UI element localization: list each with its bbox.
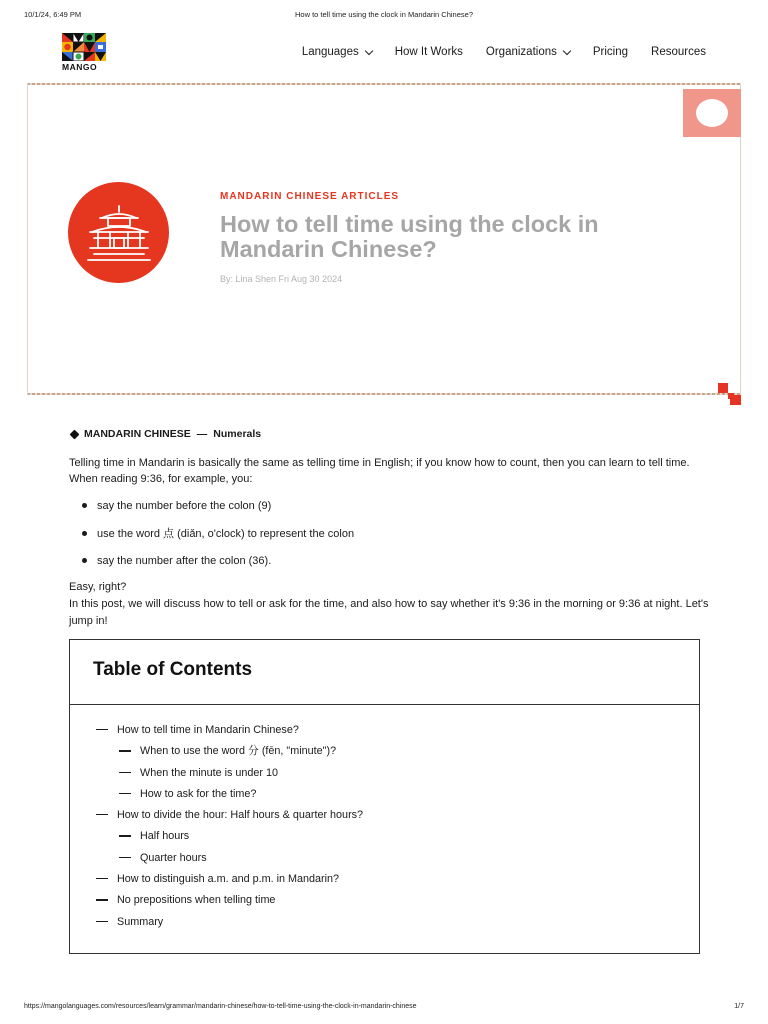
dash-icon [119, 835, 131, 836]
dash-icon [119, 772, 131, 773]
nav-organizations[interactable] [486, 46, 570, 58]
toc-item[interactable] [70, 766, 363, 787]
hero-border-top [27, 83, 741, 85]
article-lead: In this post, we will discuss how to tell or ask for the time, and also how to say whether it's 9:36 in the morning or 9:36 at night. Let's jump in! [69, 598, 709, 627]
article-intro: Telling time in Mandarin is basically the same as telling time in English; if you know how to count, then you can learn to tell time. When reading 9:36, for example, you: [69, 457, 690, 485]
steps-list [69, 497, 354, 580]
decorative-pixel [718, 383, 728, 393]
print-datetime: 10/1/24, 6:49 PM [24, 10, 82, 19]
dash-icon [96, 814, 108, 815]
toc-item-label: Summary [117, 915, 164, 928]
print-page-number: 1/7 [734, 1003, 744, 1010]
tag-language[interactable]: MANDARIN CHINESE [84, 428, 191, 440]
decorative-circle [696, 99, 728, 127]
list-item: say the number before the colon (9) [69, 497, 354, 525]
toc-title: Table of Contents [93, 659, 253, 680]
toc-item[interactable] [70, 808, 363, 829]
dash-icon [96, 729, 108, 730]
toc-item[interactable] [70, 851, 363, 872]
toc-item[interactable] [70, 723, 363, 744]
hero-border-left [27, 83, 28, 395]
logo-wordmark: MANGO [62, 62, 98, 72]
toc-item[interactable] [70, 787, 363, 808]
toc-item[interactable] [70, 744, 363, 765]
temple-icon-badge [68, 182, 169, 283]
toc-item-label: No prepositions when telling time [117, 894, 276, 907]
dash-icon [119, 857, 131, 858]
nav-languages[interactable] [302, 46, 372, 58]
nav-pricing-label: Pricing [592, 46, 629, 58]
nav-resources[interactable] [651, 46, 706, 58]
decorative-pixel [730, 395, 741, 405]
article-byline: By: Lina Shen Fri Aug 30 2024 [220, 274, 343, 284]
toc-item[interactable] [70, 893, 363, 914]
tag-icon [70, 429, 80, 439]
article-easy-line: Easy, right? [69, 581, 127, 593]
dash-icon [96, 921, 108, 922]
nav-how-it-works-label: How It Works [394, 46, 463, 58]
dash-icon [119, 793, 131, 794]
chevron-down-icon [364, 46, 372, 54]
print-page-title: How to tell time using the clock in Mandarin Chinese? [294, 10, 473, 19]
article-tags [69, 428, 261, 440]
toc-list [70, 723, 363, 936]
hero-border-bottom [27, 393, 741, 395]
list-item: say the number after the colon (36). [69, 552, 354, 580]
toc-item-label: Quarter hours [140, 851, 207, 864]
nav-resources-label: Resources [651, 46, 706, 58]
mango-logo[interactable] [62, 33, 108, 72]
main-nav [279, 46, 706, 58]
mango-logo-icon [62, 33, 106, 61]
nav-languages-label: Languages [301, 46, 359, 58]
toc-item[interactable] [70, 829, 363, 850]
decorative-corner-square [683, 89, 741, 137]
temple-icon [86, 204, 152, 262]
dash-icon [96, 878, 108, 879]
chevron-down-icon [563, 46, 571, 54]
toc-item-label: How to ask for the time? [140, 787, 257, 800]
toc-item[interactable] [70, 872, 363, 893]
print-header [24, 10, 744, 22]
table-of-contents [69, 639, 700, 954]
dash-icon [96, 899, 108, 900]
toc-item-label: How to tell time in Mandarin Chinese? [117, 724, 299, 736]
nav-pricing[interactable] [593, 46, 628, 58]
article-category[interactable]: MANDARIN CHINESE ARTICLES [220, 191, 400, 202]
nav-organizations-label: Organizations [485, 46, 557, 58]
toc-item-label: When to use the word 分 (fēn, "minute")? [140, 745, 337, 758]
toc-item-label: How to distinguish a.m. and p.m. in Mandarin? [117, 873, 340, 886]
print-url: https://mangolanguages.com/resources/learn/grammar/mandarin-chinese/how-to-tell-time-using-the-clock-in-mandarin-chinese [24, 1003, 417, 1010]
dash-icon [119, 750, 131, 751]
toc-item[interactable] [70, 915, 363, 936]
nav-how-it-works[interactable] [395, 46, 463, 58]
tag-topic[interactable]: Numerals [213, 428, 262, 440]
list-item: use the word 点 (diǎn, o'clock) to represent the colon [69, 525, 354, 553]
tag-separator: — [196, 428, 208, 440]
article-title: How to tell time using the clock in Mandarin Chinese? [220, 211, 599, 262]
toc-item-label: How to divide the hour: Half hours & quarter hours? [117, 809, 364, 822]
toc-item-label: When the minute is under 10 [140, 766, 279, 779]
toc-item-label: Half hours [140, 830, 190, 843]
toc-header [70, 640, 699, 705]
